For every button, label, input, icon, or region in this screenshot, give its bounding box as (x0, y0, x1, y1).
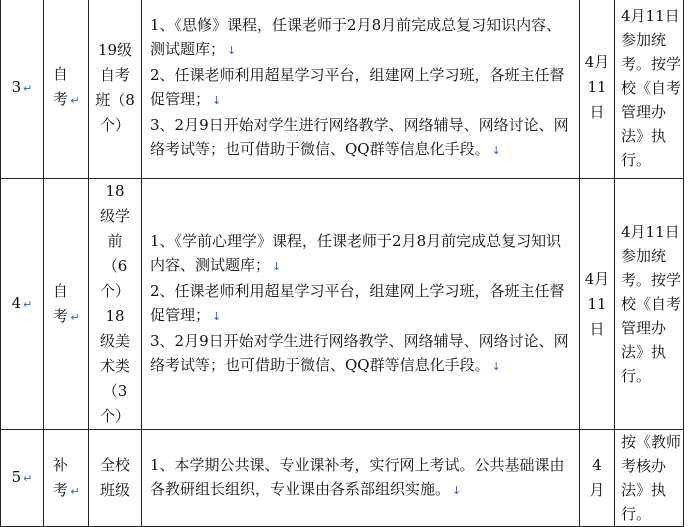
table-row (1, 179, 684, 430)
paragraph-mark-icon: ↵ (70, 484, 80, 498)
exam-type: 自考 (52, 281, 68, 325)
exam-type-cell (44, 179, 89, 430)
exam-date: 4月11日 (584, 269, 610, 338)
paragraph-mark-icon: ↵ (70, 310, 80, 324)
row-number-cell (1, 179, 44, 430)
paragraph-mark-icon: ↵ (70, 94, 80, 107)
exam-type: 补考 (52, 455, 68, 499)
note-text: 4月11日参加统考。按学校《自考管理办法》执行。 (621, 6, 682, 169)
class-cell (89, 0, 142, 179)
table-row (1, 430, 684, 527)
date-cell (580, 430, 615, 527)
exam-type-cell (44, 0, 89, 179)
content-cell (142, 430, 580, 527)
paragraph-mark-icon: ↓ (212, 93, 222, 107)
exam-date: 4月11日 (584, 53, 610, 121)
date-cell (580, 179, 615, 430)
row-number-cell (1, 430, 44, 527)
class-name: 18级学前（6个）18级美术类（3个） (99, 182, 130, 425)
content-paragraph: 1、《思修》课程，任课老师于2月8月前完成总复习知识内容、测试题库； ↓ (150, 15, 562, 58)
class-cell (89, 179, 142, 430)
content-paragraph: 2、任课老师利用超星学习平台，组建网上学习班，各班主任督促管理； ↓ (150, 282, 565, 324)
row-number: 4 (11, 294, 22, 312)
paragraph-mark-icon: ↓ (212, 310, 222, 323)
exam-type-cell (44, 430, 89, 527)
paragraph-mark-icon: ↵ (23, 81, 33, 95)
content-paragraph: 1、《学前心理学》课程，任课老师于2月8月前完成总复习知识内容、测试题库； ↓ (150, 232, 562, 274)
content-paragraph: 1、本学期公共课、专业课补考，实行网上考试。公共基础课由各教研组长组织，专业课由各系部组织实施。 ↓ (150, 456, 565, 498)
row-number-cell (1, 0, 44, 179)
note-text: 4月11日参加统考。按学校《自考管理办法》执行。 (621, 223, 682, 385)
exam-date: 4月 (589, 456, 605, 499)
content-paragraph: 2、任课老师利用超星学习平台，组建网上学习班，各班主任督促管理； ↓ (150, 65, 565, 108)
class-name: 19级自考班（8个） (95, 40, 135, 134)
content-paragraph: 3、2月9日开始对学生进行网络教学、网络辅导、网络讨论、网络考试等；也可借助于微信、QQ群等信息化手段。 ↓ (150, 115, 569, 158)
content-paragraph: 3、2月9日开始对学生进行网络教学、网络辅导、网络讨论、网络考试等；也可借助于微信、QQ群等信息化手段。 ↓ (150, 332, 569, 374)
row-number: 5 (11, 468, 22, 486)
date-cell (580, 0, 615, 179)
paragraph-mark-icon: ↵ (23, 472, 33, 485)
note-cell (615, 430, 684, 527)
note-cell (615, 179, 684, 430)
row-number: 3 (11, 77, 22, 96)
note-cell (615, 0, 684, 179)
class-cell (89, 430, 142, 527)
paragraph-mark-icon: ↓ (227, 43, 237, 57)
paragraph-mark-icon: ↓ (491, 143, 501, 157)
exam-type: 自考 (52, 65, 68, 108)
paragraph-mark-icon: ↓ (452, 484, 462, 497)
paragraph-mark-icon: ↓ (272, 260, 282, 273)
note-text: 按《教师考核办法》执行。 (621, 433, 682, 523)
paragraph-mark-icon: ↵ (23, 298, 33, 311)
table-row (1, 0, 684, 179)
paragraph-mark-icon: ↓ (491, 360, 501, 373)
content-cell (142, 0, 580, 179)
class-name: 全校班级 (99, 456, 130, 499)
content-cell (142, 179, 580, 430)
